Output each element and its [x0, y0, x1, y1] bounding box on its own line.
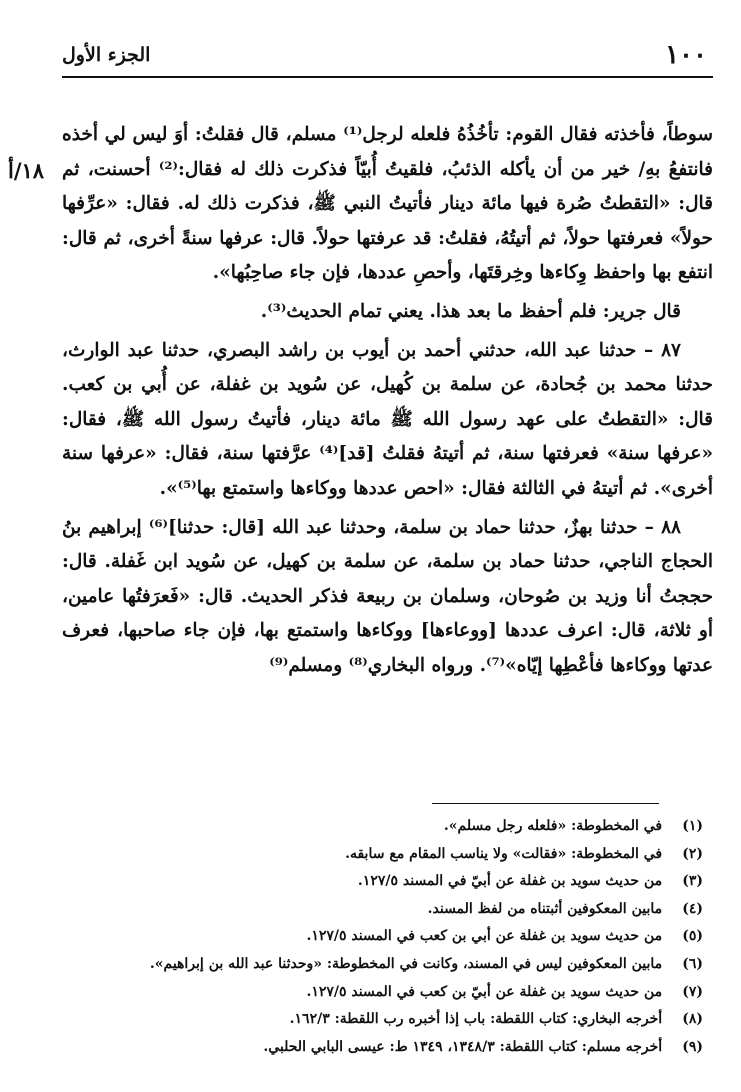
footnote: [62, 979, 703, 1007]
page-number: ١٠٠: [665, 40, 707, 70]
footnote-number: (٣): [682, 873, 703, 890]
footnote-text: في المخطوطة: «فلعله رجل مسلم».: [443, 818, 663, 834]
footnote-number: (٥): [682, 928, 703, 945]
footnote-text: من حديث سويد بن غفلة عن أبيّ بن كعب في المسند ١٢٧/٥.: [306, 983, 663, 1000]
footnote: [62, 923, 703, 951]
footnote: [62, 1006, 703, 1034]
footnotes: [62, 813, 703, 1061]
paragraph: قال جرير: فلم أحفظ ما بعد هذا. يعني تمام الحديث⁽³⁾.: [260, 300, 681, 322]
footnote-number: (٨): [682, 1011, 703, 1028]
footnote-divider: [432, 803, 659, 804]
footnote: [62, 1034, 703, 1062]
footnote-number: (٤): [682, 900, 703, 917]
manuscript-folio-marker: ١٨/أ: [8, 158, 45, 183]
footnote-number: (٦): [682, 955, 703, 972]
main-text: [62, 118, 713, 688]
page-header: [62, 38, 713, 78]
footnote-text: مابين المعكوفين أثبتناه من لفظ المسند.: [427, 900, 663, 917]
footnote-number: (٢): [682, 845, 703, 862]
paragraph: ٨٨ – حدثنا بهزٌ، حدثنا حماد بن سلمة، وحدثنا عبد الله [قال: حدثنا]⁽⁶⁾ إبراهيم بنُ الحجاج الناجي، حدثنا حماد بن سلمة، عن سلمة بن كهيل، عن سُويد ابن غَفلة. قال: حججتُ أنا وزيد بن صُوحان، وسلمان بن ربيعة فذكر الحديث. قال: «فَعرَفتُها عامين، أو ثلاثة، قال: اعرف عددها [ووعاءها] ووكاءها واستمتع بها، فإن جاء صاحبها، فعرف عدتها ووكاءها فأعْطِها إيّاه»⁽⁷⁾. ورواه البخاري⁽⁸⁾ ومسلم⁽⁹⁾: [62, 516, 713, 676]
footnote-text: من حديث سويد بن غفلة عن أبيّ في المسند ١٢٧/٥.: [357, 873, 663, 890]
footnote: [62, 896, 703, 924]
footnote: [62, 951, 703, 979]
footnote-text: في المخطوطة: «فقالت» ولا يناسب المقام مع سابقه.: [345, 845, 663, 862]
footnote-text: أخرجه مسلم: كتاب اللقطة: ١٣٤٨/٣، ١٣٤٩ ط: عيسى البابي الحلبي.: [263, 1038, 663, 1055]
paragraph: سوطاً، فأخذته فقال القوم: تأخُذُهُ فلعله لرجل⁽¹⁾ مسلم، قال فقلتُ: أوَ ليس لي أخذه فانتفعُ بهِ/ خير من أن يأكله الذئبُ، فلقيتُ أُبيّاً فذكرت ذلك له فقال:⁽²⁾ أحسنت، ثم قال: «التقطتُ صُرة فيها مائة دينار فأتيتُ النبي ﷺ، فذكرت ذلك له. فقال: «عرِّفها حولاً» فعرفتها حولاً، ثم أتيتُهُ، فقلتُ: قد عرفتها حولاً. قال: عرفها سنةً أخرى، ثم قال: انتفع بها واحفظ وِكاءها وخِرقتَها، وأحصِ عددها، فإن جاء صاحِبُها».: [62, 124, 713, 284]
footnote-text: من حديث سويد بن غفلة عن أبي بن كعب في المسند ١٢٧/٥.: [306, 928, 663, 945]
paragraph: ٨٧ – حدثنا عبد الله، حدثني أحمد بن أيوب بن راشد البصري، حدثنا عبد الوارث، حدثنا محمد بن جُحادة، عن سلمة بن كُهيل، عن سُويد بن غفلة، عن أُبي بن كعب. قال: «التقطتُ على عهد رسول الله ﷺ مائة دينار، فأتيتُ رسول الله ﷺ، فقال: «عرفها سنة» فعرفتها سنة، ثم أتيتهُ فقلتُ [قد]⁽⁴⁾ عرَّفتها سنة، فقال: «عرفها سنة أخرى». ثم أتيتهُ في الثالثة فقال: «احص عددها ووكاءها واستمتع بها⁽⁵⁾».: [62, 339, 714, 499]
footnote-text: أخرجه البخاري: كتاب اللقطة: باب إذا أخبره رب اللقطة: ١٦٢/٣.: [289, 1011, 663, 1028]
footnote-text: مابين المعكوفين ليس في المسند، وكانت في المخطوطة: «وحدثنا عبد الله بن إبراهيم».: [149, 955, 663, 972]
footnote-number: (٩): [682, 1038, 703, 1055]
footnote: [62, 841, 703, 869]
footnote-number: (١): [682, 818, 703, 834]
footnote: [62, 868, 703, 896]
header-divider: [62, 76, 713, 78]
part-title: الجزء الأول: [62, 44, 151, 66]
footnote-number: (٧): [682, 983, 703, 1000]
footnote: [62, 813, 703, 841]
